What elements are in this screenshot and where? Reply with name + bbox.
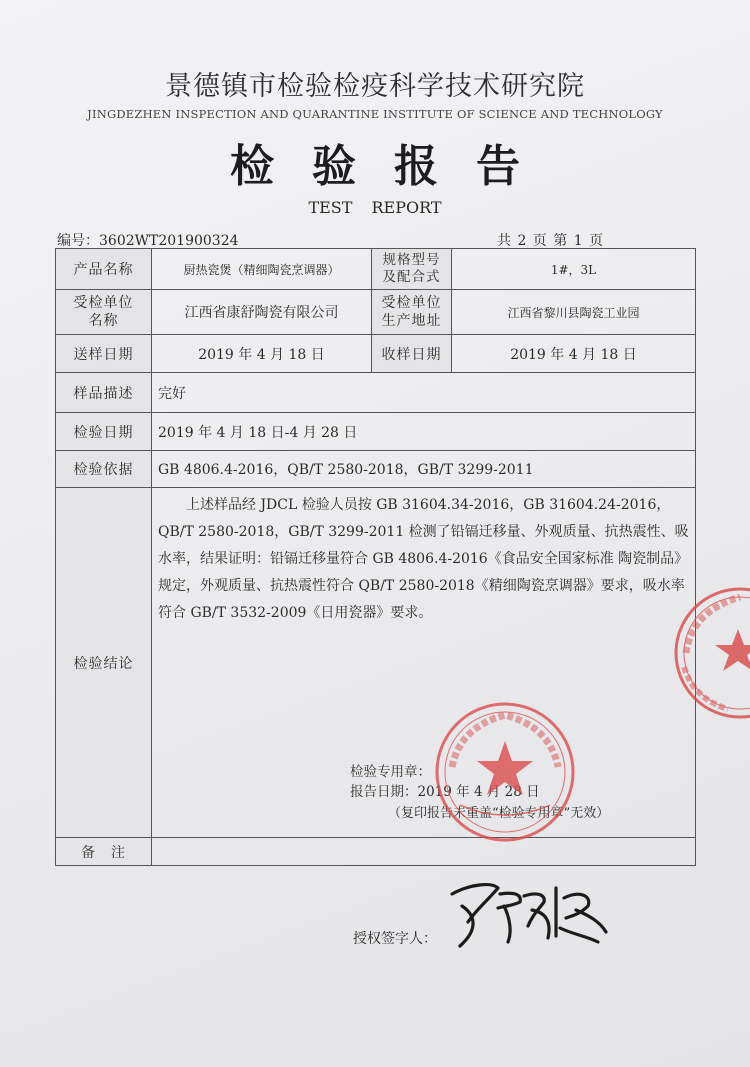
conclusion-cell	[152, 488, 696, 838]
basis-label: 检验依据	[56, 451, 152, 488]
table-row	[56, 335, 696, 373]
basis-value: GB 4806.4-2016，QB/T 2580-2018，GB/T 3299-2011	[152, 451, 696, 488]
institute-name-en: JINGDEZHEN INSPECTION AND QUARANTINE INSTITUTE OF SCIENCE AND TECHNOLOGY	[87, 107, 663, 121]
received-date-value: 2019 年 4 月 18 日	[452, 335, 696, 373]
table-row	[56, 290, 696, 335]
signer-label: 授权签字人：	[353, 931, 437, 947]
handwritten-signature	[440, 876, 615, 956]
conclusion-text: 上述样品经 JDCL 检验人员按 GB 31604.34-2016，GB 31604.24-2016，QB/T 2580-2018，GB/T 3299-2011 检测了铅镉迁移量、外观质量、抗热震性、吸水率，结果证明：铅镉迁移量符合 GB 4806.4-2016《食品安全国家标准 陶瓷制品》规定，外观质量、抗热震性符合 QB/T 2580-2018《精细陶瓷烹调器》要求，吸水率符合 GB/T 3532-2009《日用瓷器》要求。	[158, 497, 689, 621]
sample-desc-label: 样品描述	[56, 373, 152, 413]
remarks-value	[152, 838, 696, 866]
report-date: 报告日期：2019 年 4 月 28 日	[350, 784, 540, 800]
spec-value: 1#，3L	[452, 249, 696, 290]
table-row	[56, 451, 696, 488]
copy-note: （复印报告未重盖“检验专用章”无效）	[388, 806, 610, 821]
table-row	[56, 838, 696, 866]
test-date-label: 检验日期	[56, 413, 152, 451]
sent-date-label: 送样日期	[56, 335, 152, 373]
institute-name-cn: 景德镇市检验检疫科学技术研究院	[165, 71, 585, 102]
producer-label: 受检单位 生产地址	[372, 290, 452, 335]
spec-label: 规格型号 及配合式	[372, 249, 452, 290]
table-row	[56, 488, 696, 838]
test-date-value: 2019 年 4 月 18 日-4 月 28 日	[152, 413, 696, 451]
institute-seal	[668, 583, 750, 723]
client-label: 受检单位 名称	[56, 290, 152, 335]
seal-label: 检验专用章：	[350, 764, 431, 780]
producer-value: 江西省黎川县陶瓷工业园	[452, 290, 696, 335]
sample-desc-value: 完好	[152, 373, 696, 413]
report-number: 编号：3602WT201900324	[57, 233, 239, 249]
received-date-label: 收样日期	[372, 335, 452, 373]
table-row	[56, 413, 696, 451]
report-table	[55, 248, 696, 866]
product-name-label: 产品名称	[56, 249, 152, 290]
report-subtitle: TEST REPORT	[308, 198, 442, 217]
report-title: 检验报告	[230, 141, 558, 192]
sent-date-value: 2019 年 4 月 18 日	[152, 335, 372, 373]
page-info: 共 2 页 第 1 页	[497, 233, 604, 249]
conclusion-label: 检验结论	[56, 488, 152, 838]
remarks-label: 备 注	[56, 838, 152, 866]
product-name-value: 厨热瓷煲（精细陶瓷烹调器）	[152, 249, 372, 290]
table-row	[56, 373, 696, 413]
table-row	[56, 249, 696, 290]
client-value: 江西省康舒陶瓷有限公司	[152, 290, 372, 335]
inspection-seal	[430, 697, 580, 847]
